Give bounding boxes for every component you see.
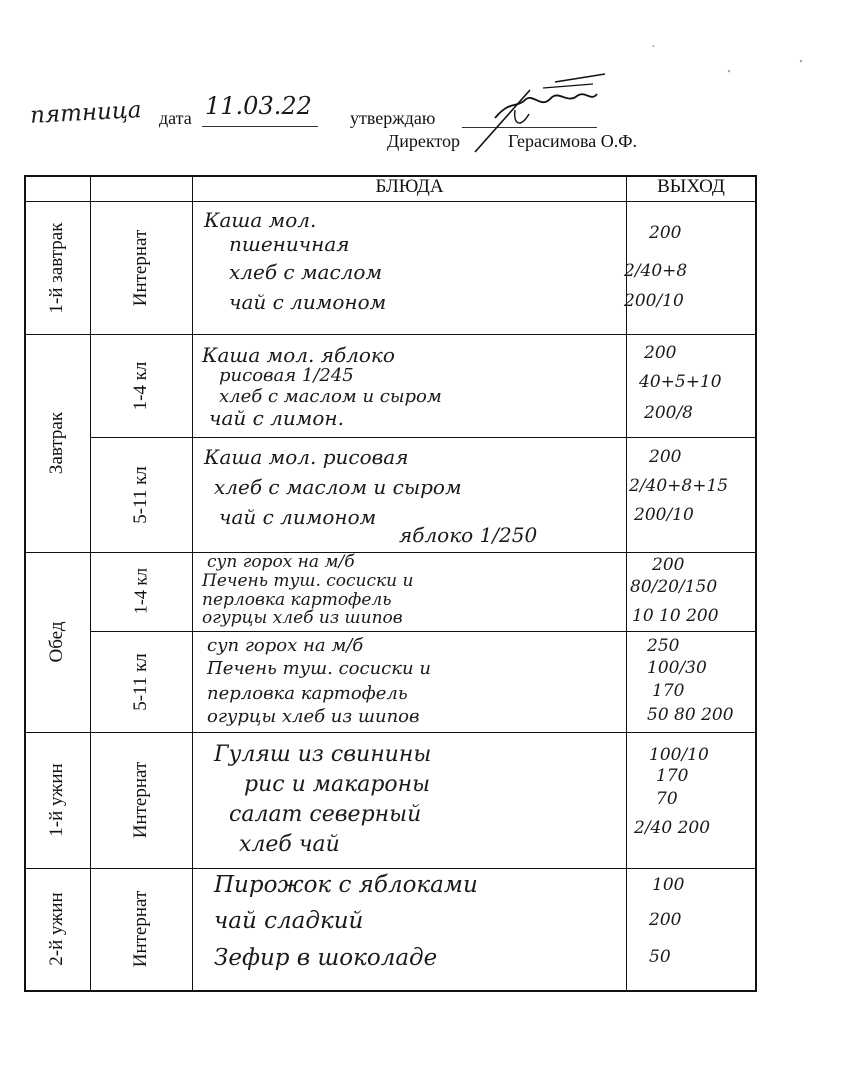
group-label: Интернат — [130, 761, 151, 839]
dish-item: хлеб с маслом — [229, 260, 383, 284]
yield-value: 200/10 — [624, 291, 684, 311]
group-label: Интернат — [130, 890, 151, 968]
meal-label: 2-й ужин — [46, 892, 67, 966]
yield-value: 100/10 — [649, 745, 709, 765]
director-name: Герасимова О.Ф. — [508, 131, 637, 151]
yield-value: 100 — [652, 875, 685, 895]
yield-value: 70 — [656, 789, 678, 809]
dish-item: хлеб с маслом и сыром — [219, 386, 442, 407]
meal-label: Завтрак — [46, 411, 67, 475]
header-dishes: БЛЮДА — [375, 176, 444, 197]
dish-item: Гуляш из свинины — [214, 742, 432, 767]
header-yield: ВЫХОД — [657, 176, 725, 197]
meal-label: Обед — [46, 621, 67, 663]
meal-label: 1-й завтрак — [46, 222, 67, 314]
dish-item: чай с лимоном — [219, 505, 377, 529]
dish-item: чай сладкий — [214, 908, 364, 934]
yield-value: 40+5+10 — [639, 372, 722, 392]
day-of-week-handwritten: пятница — [29, 97, 143, 129]
yield-value: 10 10 200 — [632, 606, 719, 626]
scan-speck: ⸼ — [800, 48, 804, 63]
menu-table — [24, 175, 757, 992]
yield-value: 200/8 — [644, 403, 693, 423]
approve-label: утверждаю — [350, 108, 436, 128]
dish-item: огурцы хлеб из шипов — [207, 706, 420, 727]
yield-value: 50 80 200 — [647, 705, 734, 725]
dish-item: Печень туш. сосиски и — [202, 571, 414, 591]
group-label: Интернат — [130, 229, 151, 307]
date-label: дата — [159, 108, 192, 128]
yield-value: 170 — [656, 766, 689, 786]
group-label: 1-4 кл — [130, 567, 151, 615]
yield-value: 250 — [647, 636, 680, 656]
dish-item: перловка картофель — [207, 683, 408, 704]
dish-item: пшеничная — [229, 232, 350, 256]
dish-item: перловка картофель — [202, 590, 392, 610]
director-signature — [455, 70, 615, 160]
dish-item: хлеб чай — [239, 832, 340, 857]
director-label: Директор — [387, 131, 461, 151]
dish-item: Каша мол. яблоко — [202, 343, 395, 367]
yield-value: 200 — [649, 447, 682, 467]
dish-item: Печень туш. сосиски и — [207, 658, 431, 679]
dish-item: Каша мол. — [204, 208, 317, 232]
yield-value: 200 — [652, 555, 685, 575]
yield-value: 50 — [649, 947, 671, 967]
dish-item: рисовая 1/245 — [219, 365, 354, 386]
scan-speck: ⸼ — [728, 58, 732, 73]
date-value: 11.03.22 — [205, 92, 312, 120]
dish-item: яблоко 1/250 — [399, 523, 538, 547]
group-label: 5-11 кл — [130, 653, 151, 711]
yield-value: 200/10 — [634, 505, 694, 525]
dish-item: огурцы хлеб из шипов — [202, 608, 403, 628]
meal-label: 1-й ужин — [46, 763, 67, 837]
yield-value: 200 — [649, 910, 682, 930]
dish-item: Пирожок с яблоками — [214, 872, 478, 898]
dish-item: чай с лимон. — [209, 406, 344, 430]
yield-value: 2/40+8 — [624, 261, 688, 281]
dish-item: Каша мол. рисовая — [204, 445, 409, 469]
yield-value: 2/40+8+15 — [629, 476, 729, 496]
yield-value: 200 — [644, 343, 677, 363]
yield-value: 2/40 200 — [634, 818, 711, 838]
dish-item: салат северный — [229, 802, 422, 827]
dish-item: Зефир в шоколаде — [214, 945, 438, 971]
yield-value: 200 — [649, 223, 682, 243]
dish-item: чай с лимоном — [229, 290, 387, 314]
scan-speck: · — [651, 40, 656, 55]
yield-value: 100/30 — [647, 658, 707, 678]
yield-value: 80/20/150 — [630, 577, 718, 597]
dish-item: хлеб с маслом и сыром — [214, 475, 462, 499]
group-label: 5-11 кл — [130, 466, 151, 524]
yield-value: 170 — [652, 681, 685, 701]
dish-item: рис и макароны — [244, 772, 431, 797]
date-underline — [202, 126, 318, 127]
group-label: 1-4 кл — [130, 361, 151, 411]
dish-item: суп горох на м/б — [207, 552, 355, 572]
dish-item: суп горох на м/б — [207, 635, 364, 656]
